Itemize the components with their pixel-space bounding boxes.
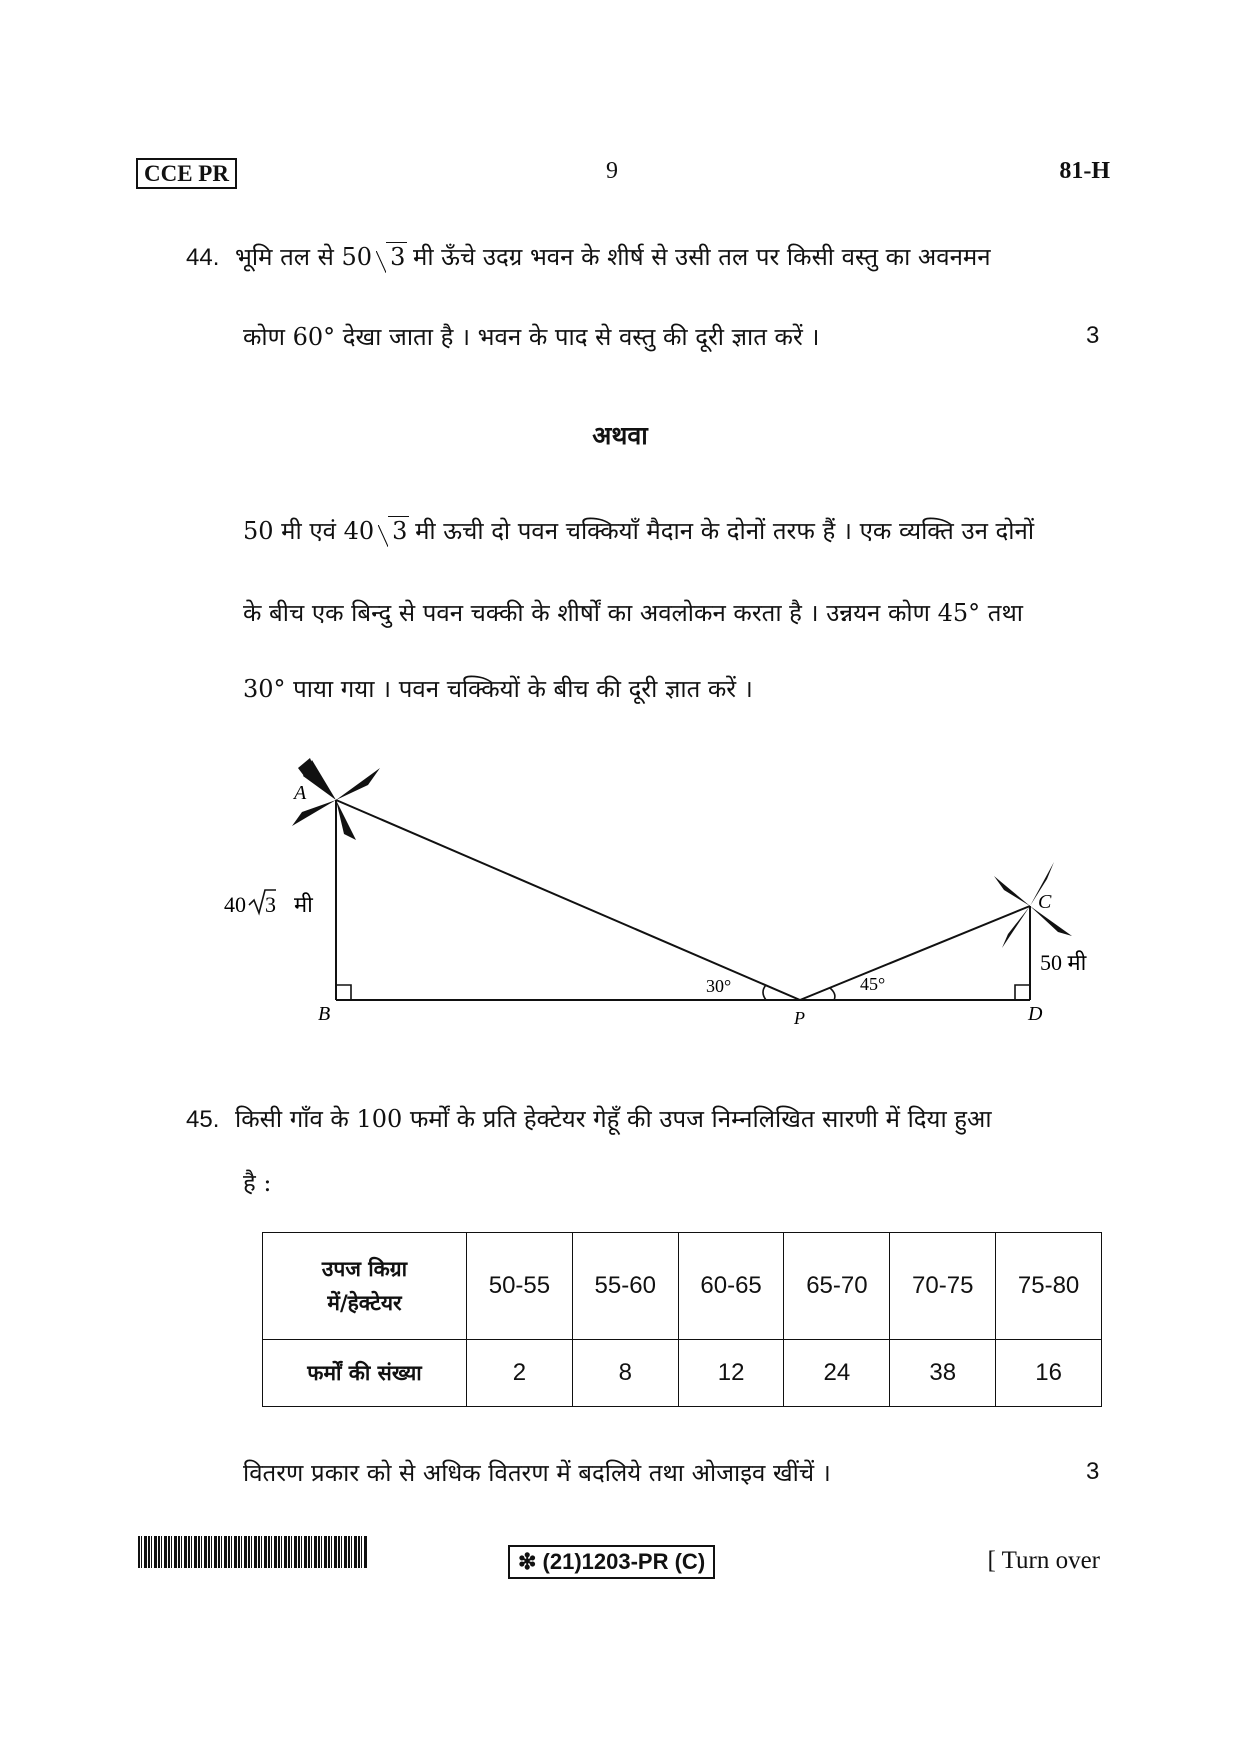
paper-code: 81-H	[1059, 158, 1110, 184]
table-row	[263, 1233, 1102, 1340]
question-44-line-1: 44. भूमि तल से 50 3 मी ऊँचे उदग्र भवन के शीर्ष से उसी तल पर किसी वस्तु का अवनमन	[186, 243, 991, 271]
frequency-cell: 8	[572, 1340, 678, 1407]
yield-frequency-table	[262, 1232, 1102, 1407]
alternative-line-2: के बीच एक बिन्दु से पवन चक्की के शीर्षों का अवलोकन करता है । उन्नयन कोण 45° तथा	[243, 599, 1024, 627]
frequency-cell: 2	[467, 1340, 573, 1407]
line-AP	[336, 800, 800, 1000]
height-left-number: 40	[224, 892, 246, 917]
label-A: A	[294, 782, 307, 804]
question-45-line-1: 45. किसी गाँव के 100 फर्मों के प्रति हेक्टेयर गेहूँ की उपज निम्नलिखित सारणी में दिया हुआ	[186, 1105, 992, 1133]
class-interval: 55-60	[572, 1233, 678, 1340]
class-interval: 50-55	[467, 1233, 573, 1340]
label-B: B	[318, 1003, 331, 1025]
height-left-unit: मी	[294, 892, 313, 917]
or-heading: अथवा	[592, 421, 648, 450]
barcode	[138, 1536, 368, 1568]
class-interval: 60-65	[678, 1233, 784, 1340]
label-P: P	[794, 1008, 805, 1028]
row-header-yield: उपज किग्रा में/हेक्टेयर	[263, 1233, 467, 1340]
alternative-line-1: 50 मी एवं 40 3 मी ऊची दो पवन चक्कियाँ मैदान के दोनों तरफ हैं । एक व्यक्ति उन दोनों	[243, 517, 1035, 545]
question-45-instruction: वितरण प्रकार को से अधिक वितरण में बदलिये तथा ओजाइव खींचें ।	[243, 1459, 831, 1487]
line-PC	[800, 906, 1030, 1000]
class-interval: 70-75	[890, 1233, 996, 1340]
height-right-label: 50 मी	[1040, 950, 1087, 975]
frequency-cell: 24	[784, 1340, 890, 1407]
question-44-marks: 3	[1086, 322, 1100, 349]
question-44-line-2: कोण 60° देखा जाता है । भवन के पाद से वस्तु की दूरी ज्ञात करें ।	[243, 323, 820, 351]
question-number: 44.	[186, 244, 220, 271]
windmill-blades-C	[994, 862, 1072, 948]
alternative-line-3: 30° पाया गया । पवन चक्कियों के बीच की दूरी ज्ञात करें ।	[243, 675, 753, 703]
class-interval: 75-80	[996, 1233, 1102, 1340]
question-45-marks: 3	[1086, 1458, 1100, 1485]
footer-paper-code: ❇ (21)1203-PR (C)	[508, 1545, 715, 1579]
label-C: C	[1038, 891, 1052, 913]
sqrt-symbol: 3	[376, 517, 407, 545]
height-left-root: 3	[265, 892, 276, 917]
row-header-farms: फर्मों की संख्या	[263, 1340, 467, 1407]
class-interval: 65-70	[784, 1233, 890, 1340]
label-D: D	[1028, 1003, 1043, 1025]
paper-series-box: CCE PR	[136, 158, 237, 189]
frequency-cell: 16	[996, 1340, 1102, 1407]
table-row	[263, 1340, 1102, 1407]
angle-arc-30	[763, 985, 766, 1000]
page-number: 9	[606, 158, 618, 184]
turn-over-note: [ Turn over	[987, 1547, 1100, 1574]
frequency-cell: 12	[678, 1340, 784, 1407]
frequency-cell: 38	[890, 1340, 996, 1407]
angle-45-label: 45°	[860, 974, 886, 994]
right-angle-D	[1015, 985, 1030, 1000]
right-angle-B	[336, 985, 351, 1000]
angle-arc-45	[830, 988, 835, 1000]
question-45-line-2: है :	[243, 1169, 272, 1197]
question-number: 45.	[186, 1106, 220, 1133]
sqrt-symbol: 3	[374, 243, 405, 271]
angle-30-label: 30°	[706, 976, 732, 996]
